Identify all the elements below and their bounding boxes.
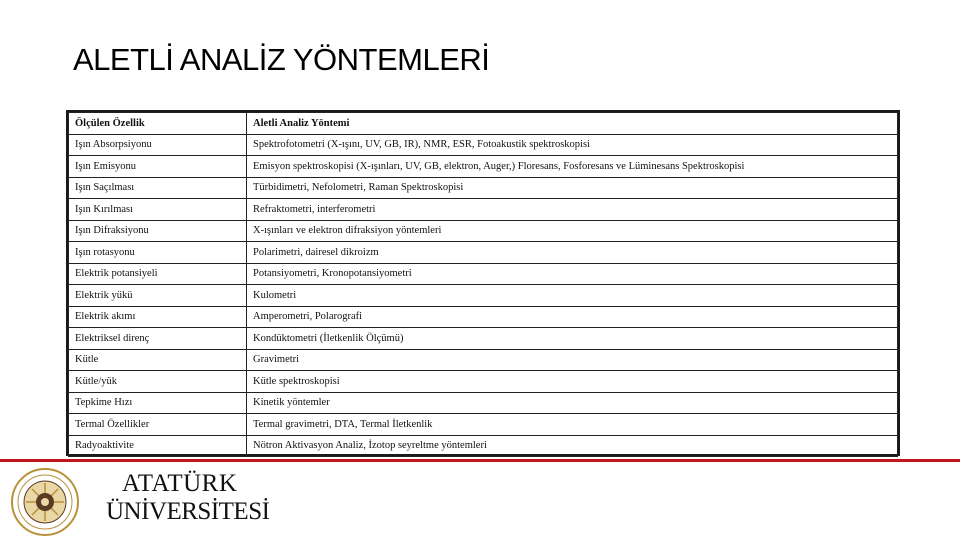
measured-property-cell: Işın Saçılması <box>69 177 247 199</box>
measured-property-cell: Elektrik akımı <box>69 306 247 328</box>
table-row <box>69 177 898 199</box>
measured-property-cell: Elektrik yükü <box>69 285 247 307</box>
table-row <box>69 435 898 457</box>
methods-table-container <box>66 110 900 456</box>
measured-property-cell: Işın rotasyonu <box>69 242 247 264</box>
analysis-method-cell: Termal gravimetri, DTA, Termal İletkenlik <box>247 414 898 436</box>
table-row <box>69 371 898 393</box>
table-row <box>69 349 898 371</box>
measured-property-cell: Işın Difraksiyonu <box>69 220 247 242</box>
analysis-method-cell: X-ışınları ve elektron difraksiyon yöntemleri <box>247 220 898 242</box>
footer-accent-line <box>0 459 960 462</box>
measured-property-cell: Kütle/yük <box>69 371 247 393</box>
table-row <box>69 263 898 285</box>
analysis-method-cell: Kütle spektroskopisi <box>247 371 898 393</box>
measured-property-cell: Işın Absorpsiyonu <box>69 134 247 156</box>
logo-line-2: ÜNİVERSİTESİ <box>106 498 270 525</box>
analysis-method-cell: Refraktometri, interferometri <box>247 199 898 221</box>
table-row <box>69 285 898 307</box>
logo-line-1: ATATÜRK <box>122 470 238 497</box>
table-row <box>69 199 898 221</box>
analysis-method-cell: Spektrofotometri (X-ışını, UV, GB, IR), NMR, ESR, Fotoakustik spektroskopisi <box>247 134 898 156</box>
analysis-method-cell: Emisyon spektroskopisi (X-ışınları, UV, GB, elektron, Auger,) Floresans, Fosforesans ve Lüminesans Spektroskopisi <box>247 156 898 178</box>
university-seal-icon <box>10 467 80 537</box>
table-row <box>69 306 898 328</box>
table-row <box>69 328 898 350</box>
measured-property-cell: Termal Özellikler <box>69 414 247 436</box>
measured-property-cell: Işın Kırılması <box>69 199 247 221</box>
measured-property-cell: Işın Emisyonu <box>69 156 247 178</box>
analysis-method-cell: Kulometri <box>247 285 898 307</box>
methods-table-body <box>69 113 898 457</box>
table-row <box>69 414 898 436</box>
table-row <box>69 392 898 414</box>
analysis-method-cell: Nötron Aktivasyon Analiz, İzotop seyreltme yöntemleri <box>247 435 898 457</box>
measured-property-cell: Tepkime Hızı <box>69 392 247 414</box>
table-row <box>69 134 898 156</box>
measured-property-cell: Elektrik potansiyeli <box>69 263 247 285</box>
table-row <box>69 220 898 242</box>
table-row <box>69 242 898 264</box>
analysis-method-cell: Potansiyometri, Kronopotansiyometri <box>247 263 898 285</box>
analysis-method-cell: Kinetik yöntemler <box>247 392 898 414</box>
table-row <box>69 156 898 178</box>
analysis-method-cell: Polarimetri, dairesel dikroizm <box>247 242 898 264</box>
measured-property-cell: Radyoaktivite <box>69 435 247 457</box>
table-header-row <box>69 113 898 135</box>
measured-property-cell: Kütle <box>69 349 247 371</box>
methods-table <box>68 112 898 457</box>
analysis-method-cell: Gravimetri <box>247 349 898 371</box>
header-measured-property: Ölçülen Özellik <box>69 113 247 135</box>
university-logo-wordmark <box>106 470 270 526</box>
header-analysis-method: Aletli Analiz Yöntemi <box>247 113 898 135</box>
analysis-method-cell: Amperometri, Polarografi <box>247 306 898 328</box>
analysis-method-cell: Türbidimetri, Nefolometri, Raman Spektroskopisi <box>247 177 898 199</box>
slide-title: ALETLİ ANALİZ YÖNTEMLERİ <box>73 42 490 77</box>
analysis-method-cell: Kondüktometri (İletkenlik Ölçümü) <box>247 328 898 350</box>
measured-property-cell: Elektriksel direnç <box>69 328 247 350</box>
